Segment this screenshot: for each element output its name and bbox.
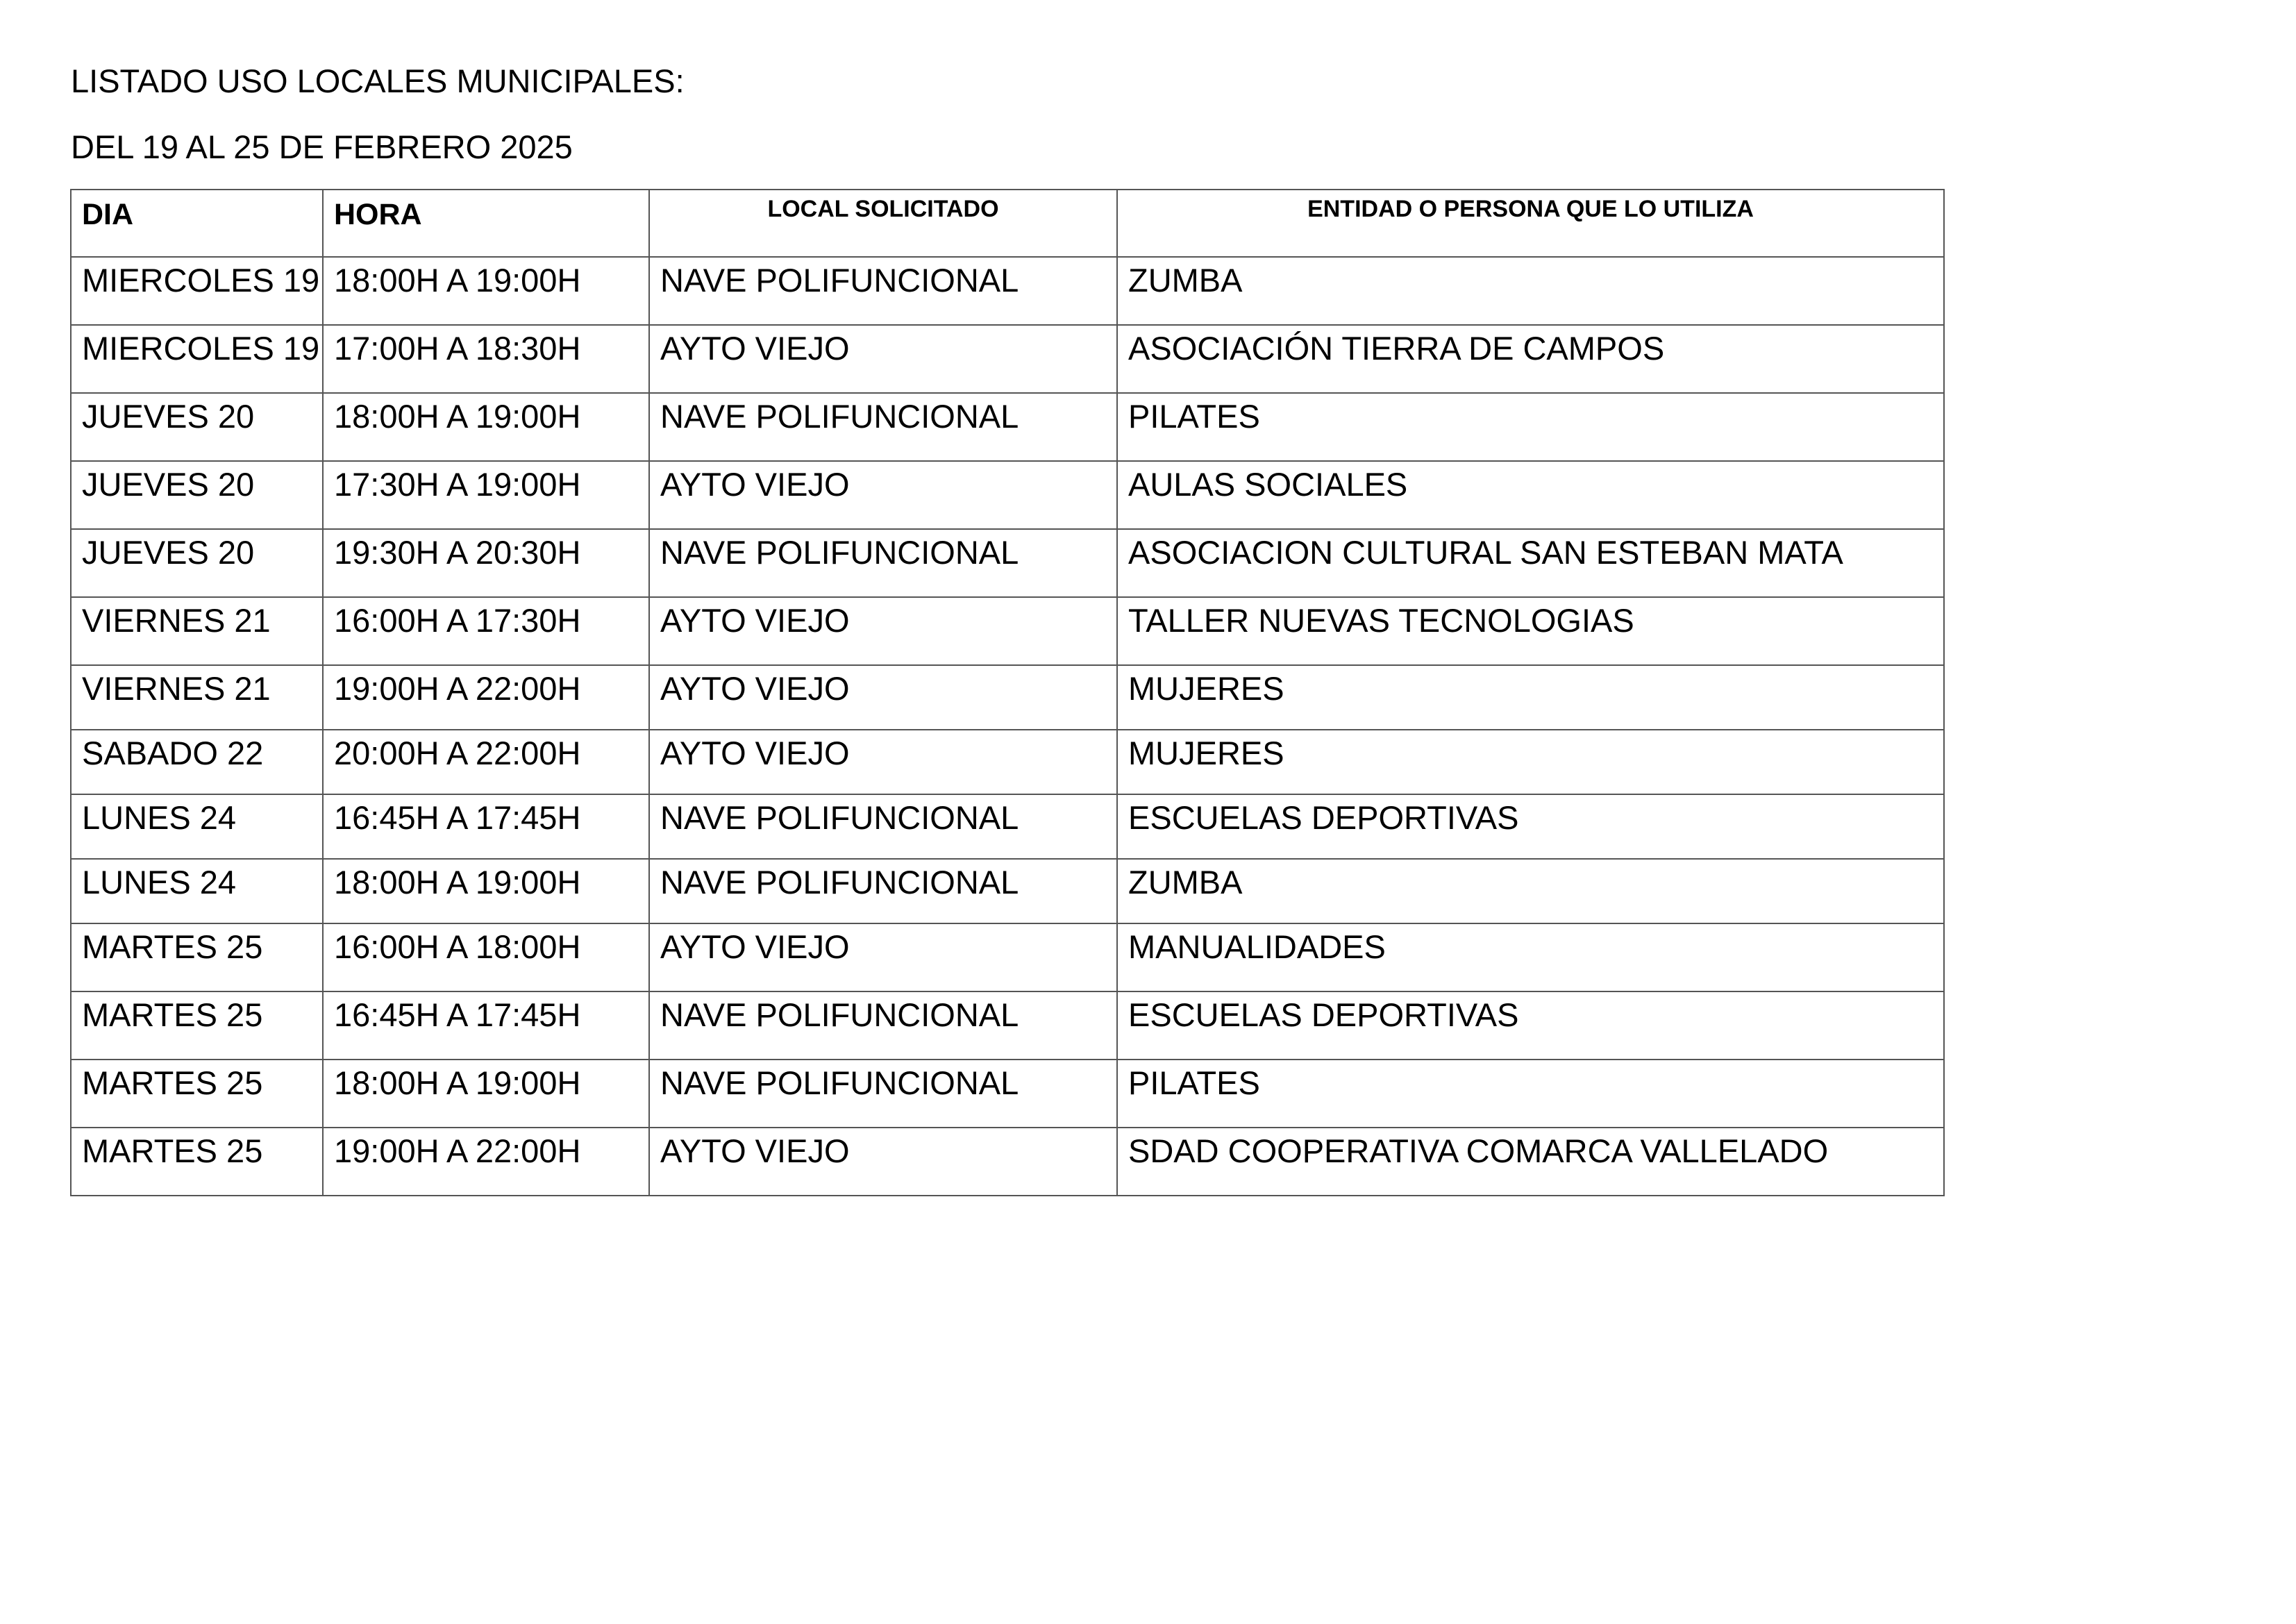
- header-hora: HORA: [323, 190, 649, 257]
- cell-hora: 18:00H A 19:00H: [323, 257, 649, 325]
- cell-local: NAVE POLIFUNCIONAL: [649, 1060, 1117, 1128]
- table-body: [71, 257, 1944, 1196]
- table-row: [71, 393, 1944, 461]
- table-row: [71, 1128, 1944, 1196]
- cell-hora: 20:00H A 22:00H: [323, 730, 649, 794]
- cell-entidad: ZUMBA: [1117, 257, 1944, 325]
- cell-entidad: MANUALIDADES: [1117, 923, 1944, 991]
- cell-entidad: ESCUELAS DEPORTIVAS: [1117, 794, 1944, 859]
- cell-hora: 19:00H A 22:00H: [323, 1128, 649, 1196]
- table-row: [71, 794, 1944, 859]
- cell-dia: MARTES 25: [71, 991, 323, 1060]
- table-row: [71, 325, 1944, 393]
- cell-local: NAVE POLIFUNCIONAL: [649, 393, 1117, 461]
- cell-local: AYTO VIEJO: [649, 730, 1117, 794]
- cell-entidad: PILATES: [1117, 1060, 1944, 1128]
- cell-local: AYTO VIEJO: [649, 461, 1117, 529]
- cell-hora: 16:00H A 18:00H: [323, 923, 649, 991]
- table-header-row: [71, 190, 1944, 257]
- cell-local: NAVE POLIFUNCIONAL: [649, 859, 1117, 923]
- cell-entidad: MUJERES: [1117, 730, 1944, 794]
- cell-dia: LUNES 24: [71, 859, 323, 923]
- cell-hora: 18:00H A 19:00H: [323, 1060, 649, 1128]
- cell-entidad: ASOCIACION CULTURAL SAN ESTEBAN MATA: [1117, 529, 1944, 597]
- date-range: DEL 19 AL 25 DE FEBRERO 2025: [71, 128, 573, 165]
- header-local: LOCAL SOLICITADO: [649, 190, 1117, 257]
- cell-dia: MARTES 25: [71, 923, 323, 991]
- table-row: [71, 461, 1944, 529]
- cell-local: NAVE POLIFUNCIONAL: [649, 529, 1117, 597]
- cell-dia: MARTES 25: [71, 1128, 323, 1196]
- cell-hora: 18:00H A 19:00H: [323, 859, 649, 923]
- cell-entidad: SDAD COOPERATIVA COMARCA VALLELADO: [1117, 1128, 1944, 1196]
- cell-local: AYTO VIEJO: [649, 923, 1117, 991]
- cell-dia: LUNES 24: [71, 794, 323, 859]
- cell-entidad: AULAS SOCIALES: [1117, 461, 1944, 529]
- cell-local: NAVE POLIFUNCIONAL: [649, 257, 1117, 325]
- cell-local: AYTO VIEJO: [649, 597, 1117, 665]
- cell-dia: MIERCOLES 19: [71, 257, 323, 325]
- cell-dia: VIERNES 21: [71, 665, 323, 730]
- cell-dia: MARTES 25: [71, 1060, 323, 1128]
- cell-entidad: ASOCIACIÓN TIERRA DE CAMPOS: [1117, 325, 1944, 393]
- cell-entidad: TALLER NUEVAS TECNOLOGIAS: [1117, 597, 1944, 665]
- cell-local: AYTO VIEJO: [649, 325, 1117, 393]
- cell-hora: 16:45H A 17:45H: [323, 991, 649, 1060]
- cell-hora: 18:00H A 19:00H: [323, 393, 649, 461]
- cell-hora: 17:00H A 18:30H: [323, 325, 649, 393]
- table-row: [71, 665, 1944, 730]
- cell-hora: 19:30H A 20:30H: [323, 529, 649, 597]
- cell-entidad: ESCUELAS DEPORTIVAS: [1117, 991, 1944, 1060]
- cell-dia: JUEVES 20: [71, 461, 323, 529]
- table-row: [71, 1060, 1944, 1128]
- cell-hora: 17:30H A 19:00H: [323, 461, 649, 529]
- cell-hora: 16:00H A 17:30H: [323, 597, 649, 665]
- header-entidad: ENTIDAD O PERSONA QUE LO UTILIZA: [1117, 190, 1944, 257]
- cell-entidad: ZUMBA: [1117, 859, 1944, 923]
- cell-local: NAVE POLIFUNCIONAL: [649, 794, 1117, 859]
- table-row: [71, 597, 1944, 665]
- table-row: [71, 859, 1944, 923]
- table-row: [71, 730, 1944, 794]
- table-row: [71, 257, 1944, 325]
- cell-entidad: PILATES: [1117, 393, 1944, 461]
- cell-dia: VIERNES 21: [71, 597, 323, 665]
- header-dia: DIA: [71, 190, 323, 257]
- table-row: [71, 991, 1944, 1060]
- document-title: LISTADO USO LOCALES MUNICIPALES:: [71, 62, 685, 99]
- schedule-table: [70, 189, 1945, 1196]
- cell-dia: SABADO 22: [71, 730, 323, 794]
- cell-local: AYTO VIEJO: [649, 1128, 1117, 1196]
- cell-dia: JUEVES 20: [71, 529, 323, 597]
- cell-dia: JUEVES 20: [71, 393, 323, 461]
- cell-local: AYTO VIEJO: [649, 665, 1117, 730]
- cell-local: NAVE POLIFUNCIONAL: [649, 991, 1117, 1060]
- cell-hora: 16:45H A 17:45H: [323, 794, 649, 859]
- cell-hora: 19:00H A 22:00H: [323, 665, 649, 730]
- cell-entidad: MUJERES: [1117, 665, 1944, 730]
- table-row: [71, 529, 1944, 597]
- table-row: [71, 923, 1944, 991]
- cell-dia: MIERCOLES 19: [71, 325, 323, 393]
